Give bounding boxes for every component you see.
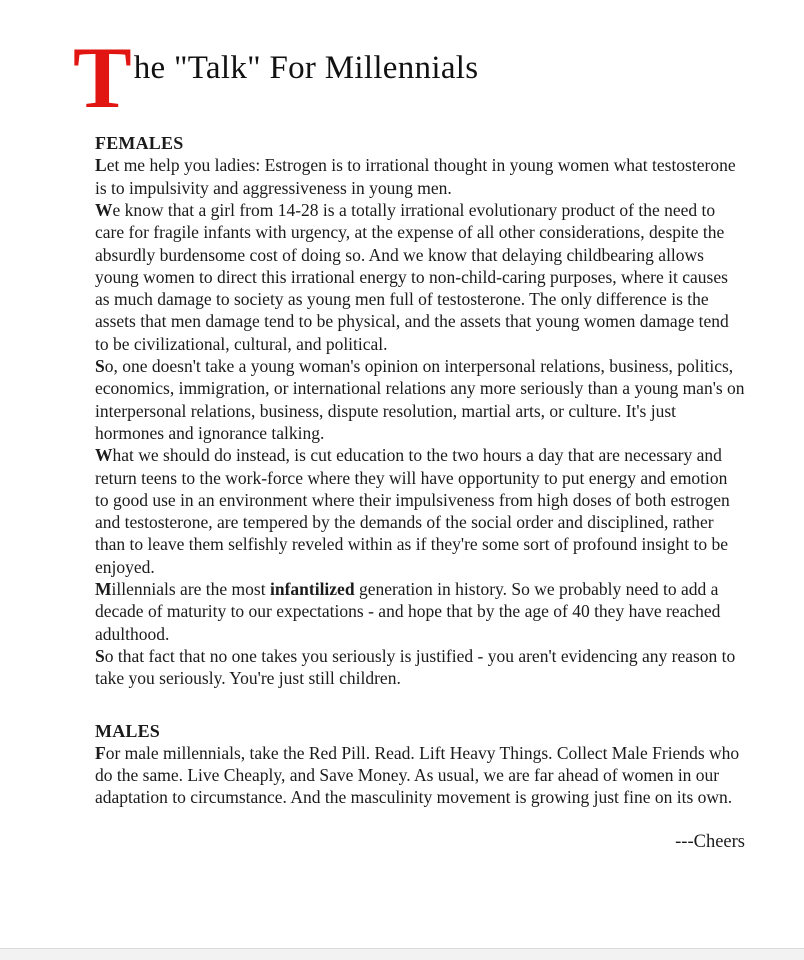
paragraph bbox=[95, 199, 745, 355]
text-run: generation in history. So we probably need to add a decade of maturity to our expectations - and hope that by the age of 40 they have reached adulthood. bbox=[95, 579, 721, 644]
text-run: We know that a girl from 14-28 is a totally irrational evolutionary product of the need to care for fragile infants with urgency, at the expense of all other considerations, despite the absurdly burdensome cost of doing so. And we know that delaying childbearing allows young women to direct this irrational energy to non-child-caring purposes, where it causes as much damage to society as young men full of testosterone. The only difference is the assets that men damage tend to be physical, and the assets that young women damage tend to be civilizational, cultural, and political. bbox=[95, 200, 729, 354]
males-paragraphs bbox=[95, 742, 745, 809]
paragraph bbox=[95, 645, 745, 690]
paragraph bbox=[95, 444, 745, 578]
paragraph bbox=[95, 578, 745, 645]
text-run: Let me help you ladies: Estrogen is to irrational thought in young women what testosterone is to impulsivity and aggressiveness in young men. bbox=[95, 155, 736, 198]
section-males bbox=[95, 720, 745, 809]
signature-line: ---Cheers bbox=[675, 831, 745, 852]
section-females bbox=[95, 132, 745, 689]
title-drop-cap: T bbox=[73, 30, 132, 127]
page-title bbox=[73, 30, 804, 127]
paragraph bbox=[95, 355, 745, 444]
bold-text: infantilized bbox=[269, 579, 355, 600]
title-text: he "Talk" For Millennials bbox=[133, 50, 479, 86]
bottom-strip bbox=[0, 948, 804, 960]
paragraph bbox=[95, 742, 745, 809]
text-run: So, one doesn't take a young woman's opinion on interpersonal relations, business, politics, economics, immigration, or international relations any more seriously than a young man's on interpersonal relations, business, dispute resolution, martial arts, or culture. It's just hormones and ignorance talking. bbox=[95, 356, 745, 443]
text-run: What we should do instead, is cut education to the two hours a day that are necessary and return teens to the work-force where they will have opportunity to put energy and emotion to good use in an environment where their impulsiveness from high doses of both estrogen and testosterone, are tempered by the demands of the social order and disciplined, rather than to leave them selfishly reveled within as if they're some sort of profound insight to be enjoyed. bbox=[95, 445, 730, 577]
females-paragraphs bbox=[95, 154, 745, 689]
text-run: For male millennials, take the Red Pill. Read. Lift Heavy Things. Collect Male Friends who do the same. Live Cheaply, and Save Money. As usual, we are far ahead of women in our adaptation to circumstance. And the masculinity movement is growing just fine on its own. bbox=[95, 742, 740, 808]
males-heading: MALES bbox=[95, 720, 161, 741]
text-run: Millennials are the most bbox=[95, 579, 270, 600]
text-run: So that fact that no one takes you seriously is justified - you aren't evidencing any reason to take you seriously. You're just still children. bbox=[95, 645, 736, 689]
document-body bbox=[95, 132, 745, 853]
females-heading: FEMALES bbox=[95, 133, 184, 154]
paragraph bbox=[95, 154, 745, 199]
